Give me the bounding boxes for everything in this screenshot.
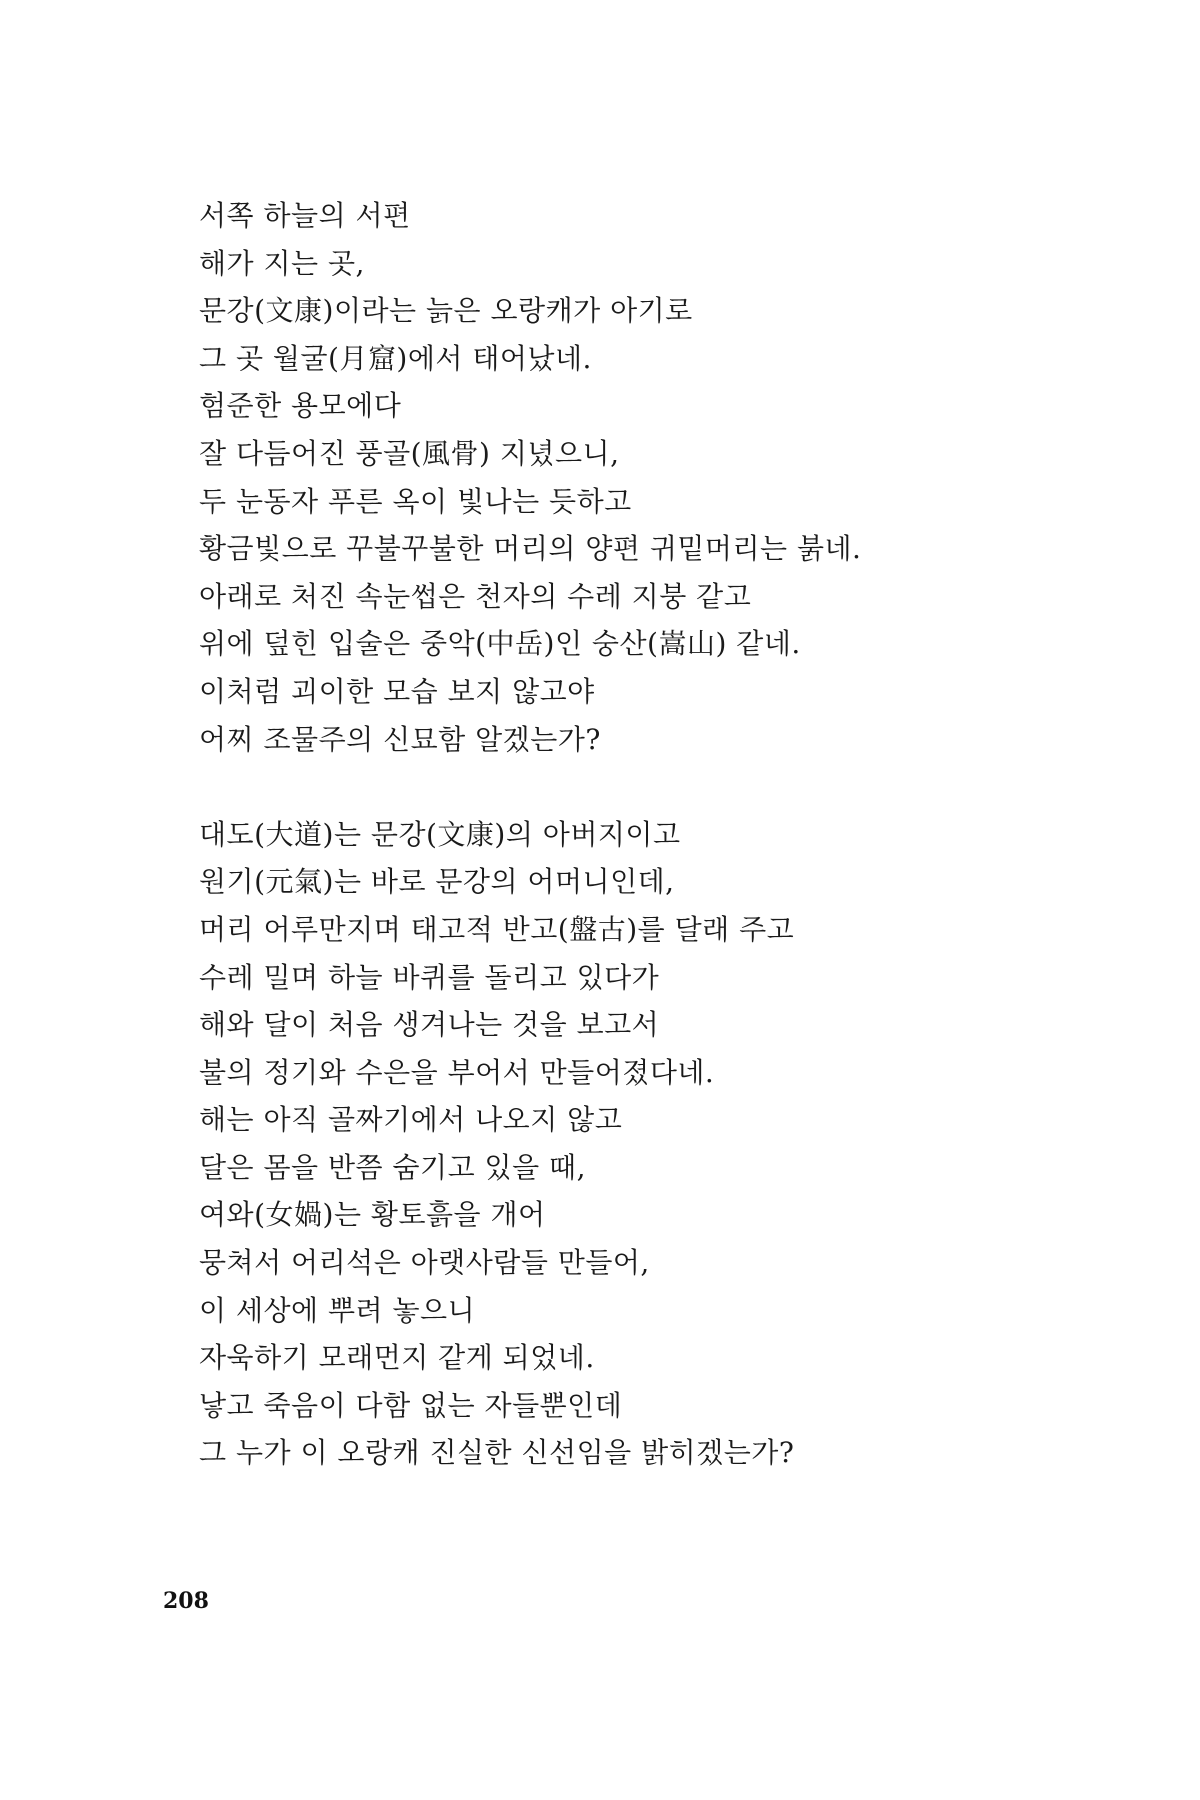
poem-line: 위에 덮힌 입술은 중악(中岳)인 숭산(嵩山) 같네. [199,627,801,661]
stanza-1 [199,192,1019,763]
poem-line: 머리 어루만지며 태고적 반고(盤古)를 달래 주고 [199,912,795,946]
poem-line: 뭉쳐서 어리석은 아랫사람들 만들어, [199,1246,650,1280]
poem-line: 어찌 조물주의 신묘함 알겠는가? [199,722,601,756]
poem-line: 대도(大道)는 문강(文康)의 아버지이고 [199,817,681,851]
poem-line: 원기(元氣)는 바로 문강의 어머니인데, [199,865,675,899]
poem-line: 여와(女媧)는 황토흙을 개어 [199,1198,546,1232]
poem-line: 두 눈동자 푸른 옥이 빛나는 듯하고 [199,484,632,518]
poem-line: 낳고 죽음이 다함 없는 자들뿐인데 [199,1388,623,1422]
poem-line: 잘 다듬어진 풍골(風骨) 지녔으니, [199,436,620,470]
poem-line: 수레 밀며 하늘 바퀴를 돌리고 있다가 [199,960,660,994]
poem-line: 달은 몸을 반쯤 숨기고 있을 때, [199,1150,586,1184]
poem-line: 아래로 처진 속눈썹은 천자의 수레 지붕 같고 [199,579,752,613]
poem-line: 불의 정기와 수은을 부어서 만들어졌다네. [199,1055,715,1089]
poem-line: 서쪽 하늘의 서편 [199,199,411,232]
poem-line: 해는 아직 골짜기에서 나오지 않고 [199,1103,623,1137]
poem-line: 그 누가 이 오랑캐 진실한 신선임을 밝히겠는가? [199,1436,795,1470]
stanza-2 [199,811,1019,1477]
poem-line: 해가 지는 곳, [199,246,365,280]
poem-line: 자욱하기 모래먼지 같게 되었네. [199,1341,595,1375]
poem-line: 그 곳 월굴(月窟)에서 태어났네. [199,341,592,375]
poem-body [199,192,1019,1477]
poem-line: 황금빛으로 꾸불꾸불한 머리의 양편 귀밑머리는 붉네. [199,532,862,566]
page-number: 208 [163,1588,209,1614]
poem-line: 험준한 용모에다 [199,389,402,423]
poem-line: 문강(文康)이라는 늙은 오랑캐가 아기로 [199,294,693,328]
poem-line: 해와 달이 처음 생겨나는 것을 보고서 [199,1008,660,1042]
poem-line: 이 세상에 뿌려 놓으니 [199,1293,476,1327]
poem-line: 이처럼 괴이한 모습 보지 않고야 [199,674,595,708]
